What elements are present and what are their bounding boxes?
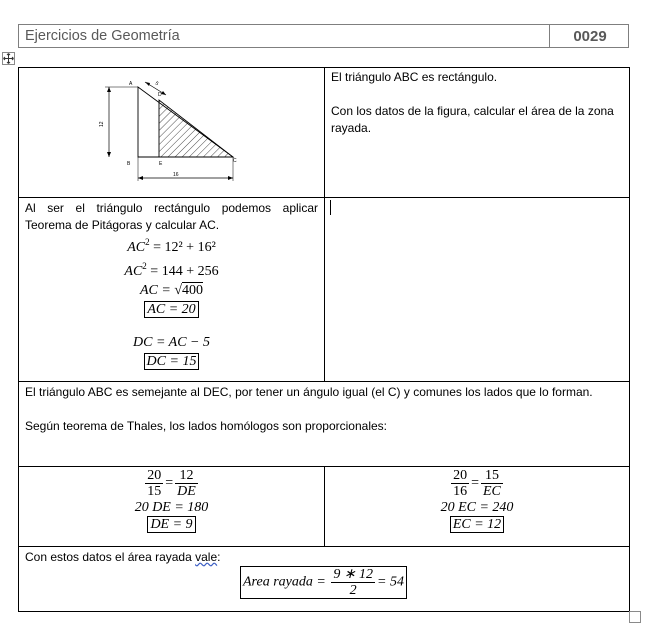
thales-line: Según teorema de Thales, los lados homólogos son proporcionales: <box>25 419 388 433</box>
table-resize-handle[interactable] <box>629 611 641 623</box>
eq1-lhs: AC <box>127 240 146 255</box>
text-cursor[interactable] <box>330 200 331 215</box>
area-intro: Con estos datos el área rayada vale: <box>25 550 221 564</box>
label-d: D <box>158 92 162 98</box>
statement-line-2: Con los datos de la figura, calcular el área de la zona rayada. <box>331 104 614 135</box>
dim-slant-label: 5 <box>153 80 160 88</box>
de-equation: 20 DE = 180 <box>134 500 209 515</box>
label-e: E <box>159 161 163 167</box>
eq3-lhs: AC = <box>139 283 175 298</box>
dim-horizontal-label: 16 <box>173 172 179 178</box>
ac-result: AC = 20 <box>144 301 198 318</box>
pythagoras-equations: $AC^2 = 12^2 + 16^2$ $AC^2 = 144 + 256$ AC = √400 AC = 20 DC = AC − 5 DC = 15 <box>124 237 219 369</box>
proportion-ec: $\frac{20}{16}$ = $\frac{15}{EC}$ 20 EC = 240 EC = 12 <box>325 468 629 533</box>
move-icon <box>3 53 14 64</box>
label-c: C <box>233 158 237 164</box>
eq1-rhs: = 12² + 16² <box>153 240 216 255</box>
de-result: DE = 9 <box>147 516 195 533</box>
area-formula: Area rayada = $\frac{9 ∗ 12}{2}$ = 54 <box>240 566 407 599</box>
statement-line-1: El triángulo ABC es rectángulo. <box>331 70 498 84</box>
label-b: B <box>127 161 131 167</box>
dim-vertical-label: 12 <box>99 121 105 127</box>
pythagoras-intro: Al ser el triángulo rectángulo podemos aplicar Teorema de Pitágoras y calcular AC. <box>25 201 318 232</box>
shaded-triangle-dec <box>159 100 233 157</box>
similarity-cell <box>25 384 625 435</box>
eq2-rhs: = 144 + 256 <box>150 264 219 279</box>
header-title: Ejercicios de Geometría <box>25 28 180 44</box>
proportion-de: $\frac{20}{15}$ = $\frac{12}{DE}$ 20 DE = 180 DE = 9 <box>19 468 324 533</box>
ec-equation: 20 EC = 240 <box>440 500 514 515</box>
eq3-radicand: 400 <box>182 283 204 298</box>
eq2-lhs: AC <box>124 264 143 279</box>
table-move-handle[interactable] <box>2 52 15 65</box>
exercise-number: 0029 <box>573 28 607 45</box>
similarity-line: El triángulo ABC es semejante al DEC, por tener un ángulo igual (el C) y comunes los lados que lo forman. <box>25 385 593 399</box>
eq5: DC = AC − 5 <box>133 335 210 350</box>
label-a: A <box>129 81 133 87</box>
dc-result: DC = 15 <box>144 353 200 370</box>
triangle-figure <box>95 74 245 186</box>
document-header <box>18 24 629 48</box>
statement-cell <box>331 69 625 137</box>
ec-result: EC = 12 <box>450 516 504 533</box>
